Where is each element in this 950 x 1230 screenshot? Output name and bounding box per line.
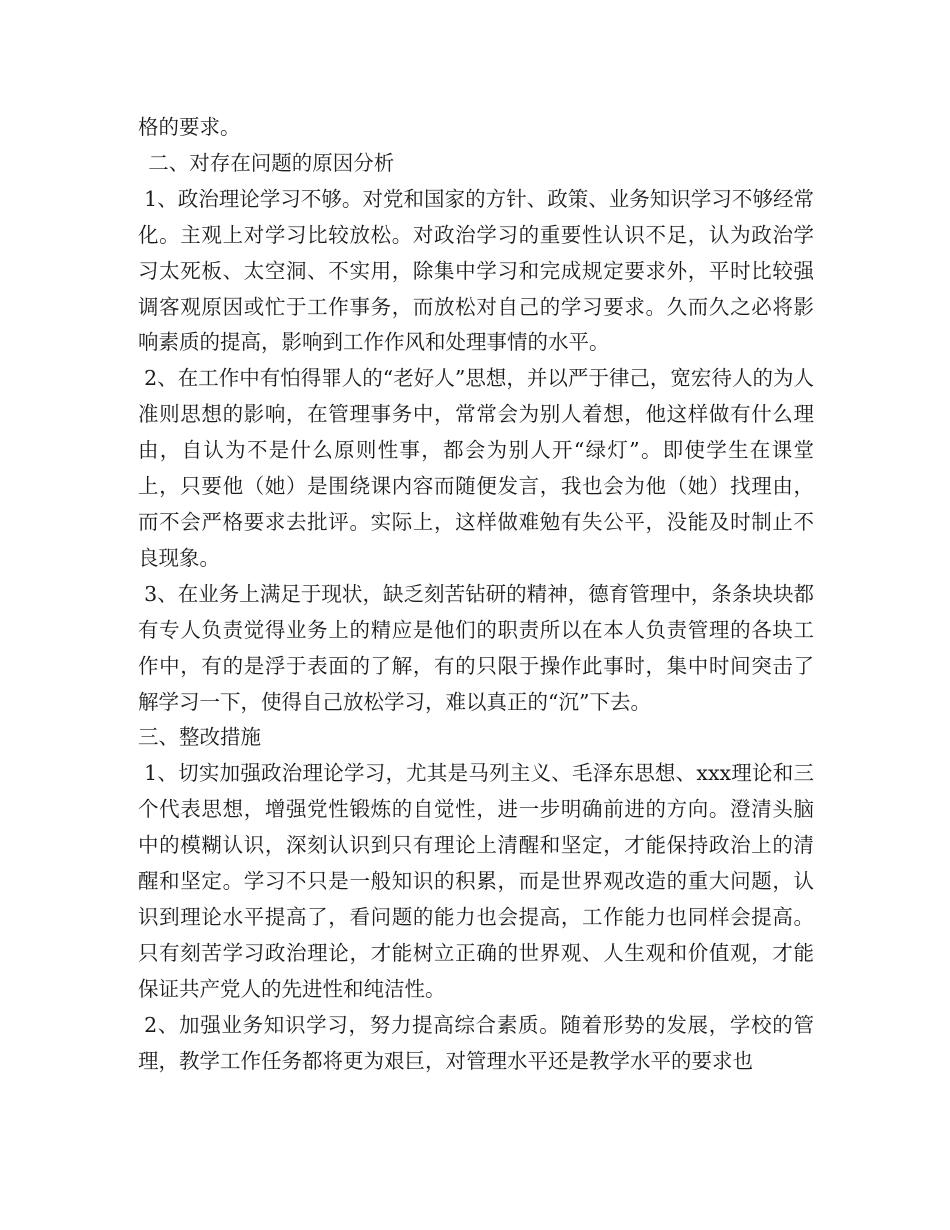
paragraph-cause-1: 1、政治理论学习不够。对党和国家的方针、政策、业务知识学习不够经常化。主观上对学习比较放松。对政治学习的重要性认识不足，认为政治学习太死板、太空洞、不实用，除集中学习和完成规定要求外，平时比较强调客观原因或忙于工作事务，而放松对自己的学习要求。久而久之必将影响素质的提高，影响到工作作风和处理事情的水平。 xyxy=(138,186,814,355)
paragraph-cause-3: 3、在业务上满足于现状，缺乏刻苦钻研的精神，德育管理中，条条块块都有专人负责觉得业务上的精应是他们的职责所以在本人负责管理的各块工作中，有的是浮于表面的了解，有的只限于操作此事时，集中时间突击了解学习一下，使得自己放松学习，难以真正的“沉”下去。 xyxy=(138,581,814,714)
paragraph-cause-2: 2、在工作中有怕得罪人的“老好人”思想，并以严于律己，宽宏待人的为人准则思想的影响，在管理事务中，常常会为别人着想，他这样做有什么理由，自认为不是什么原则性事，都会为别人开“绿灯”。即使学生在课堂上，只要他（她）是围绕课内容而随便发言，我也会为他（她）找理由，而不会严格要求去批评。实际上，这样做难勉有失公平，没能及时制止不良现象。 xyxy=(138,366,814,570)
document-body xyxy=(138,110,814,1079)
section-heading-cause-analysis: 二、对存在问题的原因分析 xyxy=(148,150,395,175)
section-heading-rectification: 三、整改措施 xyxy=(138,725,261,750)
paragraph-measure-2: 2、加强业务知识学习，努力提高综合素质。随着形势的发展，学校的管理，教学工作任务都将更为艰巨，对管理水平还是教学水平的要求也 xyxy=(138,1012,814,1073)
paragraph-measure-1: 1、切实加强政治理论学习，尤其是马列主义、毛泽东思想、xxx理论和三个代表思想，增强党性锻炼的自觉性，进一步明确前进的方向。澄清头脑中的模糊认识，深刻认识到只有理论上清醒和坚定，才能保持政治上的清醒和坚定。学习不只是一般知识的积累，而是世界观改造的重大问题，认识到理论水平提高了，看问题的能力也会提高，工作能力也同样会提高。只有刻苦学习政治理论，才能树立正确的世界观、人生观和价值观，才能保证共产党人的先进性和纯洁性。 xyxy=(138,761,814,1001)
paragraph-continuation: 格的要求。 xyxy=(138,115,241,139)
